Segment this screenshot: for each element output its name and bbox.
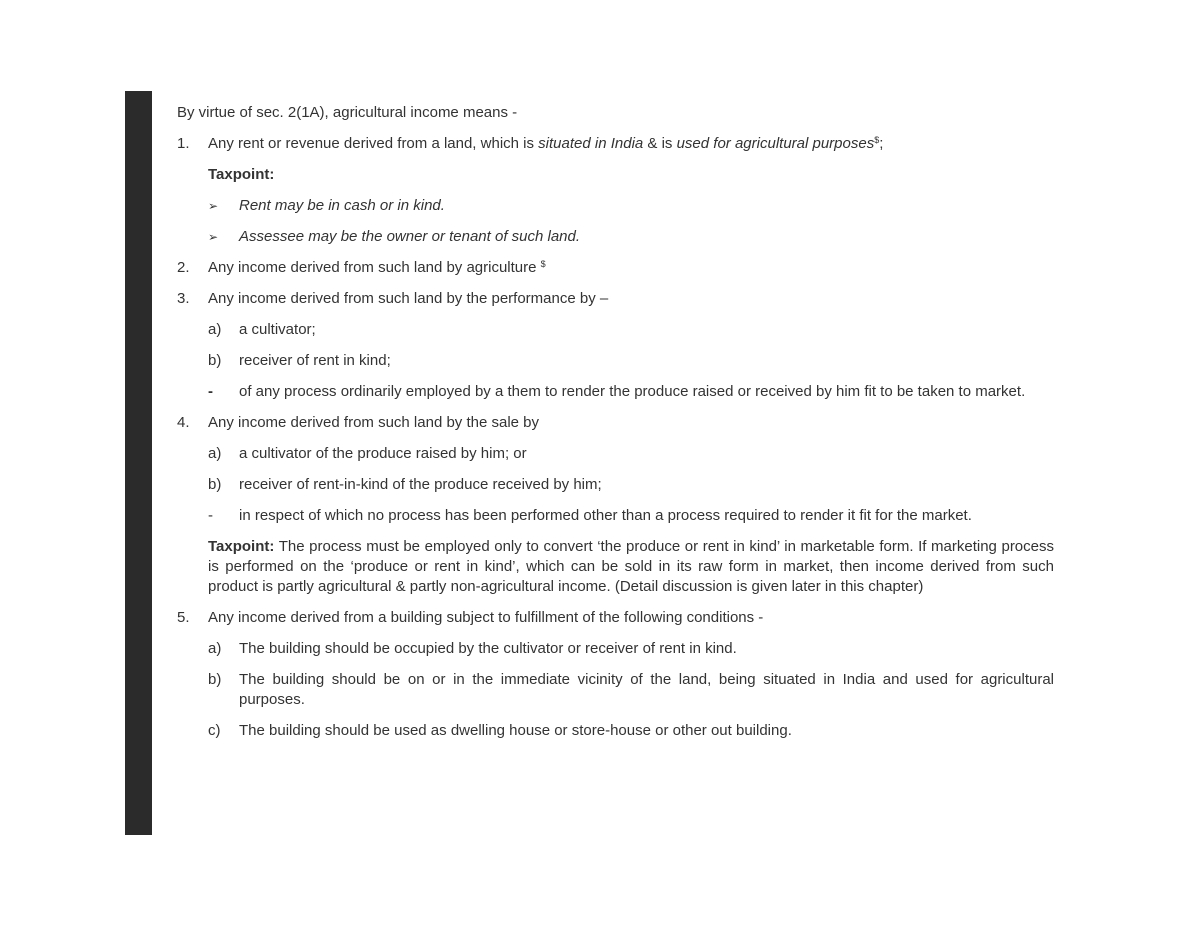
dash-bullet: -	[208, 383, 213, 400]
document-body	[177, 103, 1054, 752]
sub-item-text: The building should be used as dwelling house or store-house or other out building.	[239, 722, 792, 739]
arrow-bullet-icon: ➢	[208, 230, 219, 244]
bullet-item	[177, 196, 1054, 216]
list-item-5	[177, 608, 1054, 628]
bullet-item	[177, 227, 1054, 247]
sub-item-text: a cultivator;	[239, 321, 316, 338]
item-text-italic: used for agricultural purposes	[676, 135, 875, 152]
sub-item	[177, 444, 1054, 464]
footnote-marker: $	[874, 135, 880, 145]
list-item-4	[177, 413, 1054, 433]
sub-item-text: receiver of rent-in-kind of the produce received by him;	[239, 476, 602, 493]
sub-item-marker: a)	[208, 445, 222, 462]
item-text: & is	[643, 135, 677, 152]
sub-item	[177, 475, 1054, 495]
sub-item-marker: a)	[208, 640, 222, 657]
sub-item-text: The building should be occupied by the cultivator or receiver of rent in kind.	[239, 640, 737, 657]
sub-item-marker: b)	[208, 671, 222, 688]
sub-item-marker: a)	[208, 321, 222, 338]
sub-item-marker: c)	[208, 722, 221, 739]
sub-item	[177, 670, 1054, 710]
taxpoint-note	[177, 537, 1054, 597]
item-number: 5.	[177, 609, 190, 626]
sub-item-text: The building should be on or in the immediate vicinity of the land, being situated in India and used for agricultural purposes.	[239, 671, 1054, 708]
sub-item-marker: b)	[208, 476, 222, 493]
list-item-1	[177, 134, 1054, 154]
item-text: Any income derived from such land by the performance by –	[208, 290, 609, 307]
sub-item	[177, 721, 1054, 741]
item-text: Any income derived from such land by the sale by	[208, 414, 540, 431]
arrow-bullet-icon: ➢	[208, 199, 219, 213]
bullet-text: Rent may be in cash or in kind.	[239, 197, 445, 214]
taxpoint-heading: Taxpoint:	[208, 166, 275, 183]
item-text: Any rent or revenue derived from a land, which is	[208, 135, 539, 152]
sub-item-text: in respect of which no process has been performed other than a process required to render it fit for the market.	[239, 507, 972, 524]
list-item-2	[177, 258, 1054, 278]
sub-item	[177, 382, 1054, 402]
sub-item-marker: b)	[208, 352, 222, 369]
footnote-marker: $	[540, 259, 546, 269]
item-text: Any income derived from such land by agriculture	[208, 259, 537, 276]
sub-item	[177, 351, 1054, 371]
sub-item	[177, 639, 1054, 659]
taxpoint-label: Taxpoint:	[208, 538, 275, 555]
bullet-text: Assessee may be the owner or tenant of such land.	[239, 228, 581, 245]
item-number: 3.	[177, 290, 190, 307]
item-text: Any income derived from a building subject to fulfillment of the following conditions -	[208, 609, 764, 626]
page-edge-bar	[125, 91, 152, 835]
sub-item-text: a cultivator of the produce raised by him; or	[239, 445, 527, 462]
item-text-italic: situated in India	[538, 135, 644, 152]
sub-item	[177, 506, 1054, 526]
item-text: ;	[879, 135, 884, 152]
dash-bullet: -	[208, 507, 213, 524]
item-number: 1.	[177, 135, 190, 152]
list-item-3	[177, 289, 1054, 309]
intro-text: By virtue of sec. 2(1A), agricultural income means -	[177, 104, 518, 121]
taxpoint-text: The process must be employed only to convert ‘the produce or rent in kind’ in marketable form. If marketing process is performed on the ‘produce or rent in kind’, which can be sold in its raw form in market, then income derived from such product is partly agricultural & partly non-agricultural income. (Detail discussion is given later in this chapter)	[208, 538, 1054, 595]
item-number: 2.	[177, 259, 190, 276]
item-number: 4.	[177, 414, 190, 431]
sub-item-text: receiver of rent in kind;	[239, 352, 391, 369]
sub-item-text: of any process ordinarily employed by a them to render the produce raised or received by him fit to be taken to market.	[239, 383, 1026, 400]
sub-item	[177, 320, 1054, 340]
